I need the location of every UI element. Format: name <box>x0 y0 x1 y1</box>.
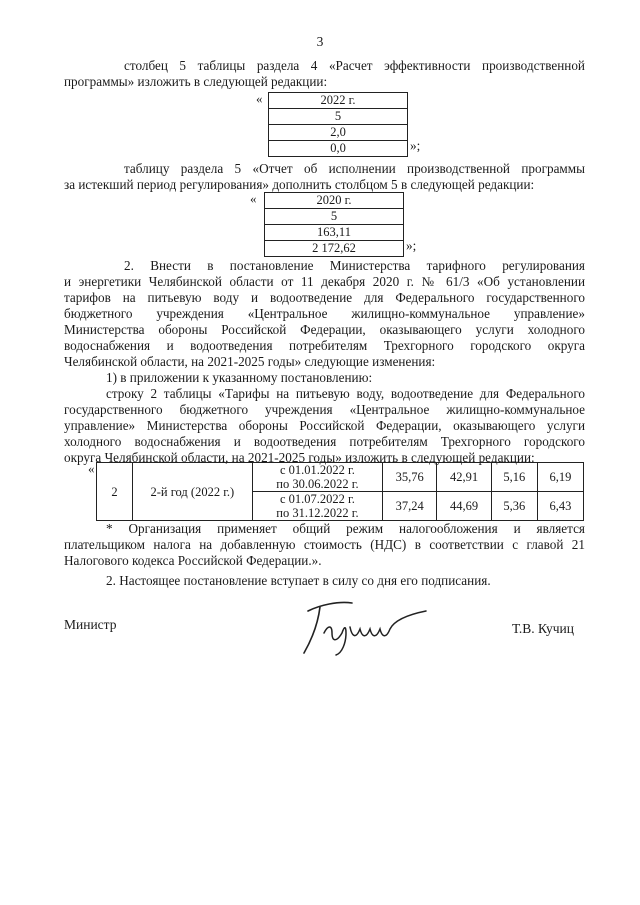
handwritten-signature <box>290 597 440 659</box>
tariff-table-value: 6,19 <box>537 463 583 492</box>
tariff-table-value: 37,24 <box>383 492 437 521</box>
table-2-open-quote: « <box>250 191 257 206</box>
table-1-open-quote: « <box>256 91 263 106</box>
period-end: по 31.12.2022 г. <box>276 506 359 520</box>
tariff-table-value: 35,76 <box>383 463 437 492</box>
table-2-cell-year: 2020 г. <box>265 193 404 209</box>
footnote-line-2: плательщиком налога на добавленную стоимость (НДС) в соответствии с главой 21 <box>64 537 585 552</box>
paragraph-4-line-5: округа Челябинской области, на 2021-2025 годы» изложить в следующей редакции: <box>64 450 535 465</box>
paragraph-1-line-2: программы» изложить в следующей редакции: <box>64 74 328 89</box>
paragraph-1-line-1: столбец 5 таблицы раздела 4 «Расчет эффективности производственной <box>124 58 585 73</box>
tariff-table-value: 6,43 <box>537 492 583 521</box>
table-1-cell-value: 5 <box>269 109 408 125</box>
paragraph-2-line-2: за истекший период регулирования» дополнить столбцом 5 в следующей редакции: <box>64 177 535 192</box>
tariff-table-year: 2-й год (2022 г.) <box>132 463 252 521</box>
table-2-cell-value: 5 <box>265 209 404 225</box>
period-end: по 30.06.2022 г. <box>276 477 359 491</box>
period-start: с 01.07.2022 г. <box>279 492 355 506</box>
tariff-table-period <box>252 463 382 492</box>
table-2-cell-value: 2 172,62 <box>265 241 404 257</box>
footnote-line-1: * Организация применяет общий режим налогообложения и является <box>106 521 585 536</box>
paragraph-3-line-5: Министерства обороны Российской Федерации, оказывающего услуги холодного <box>64 322 585 337</box>
tariff-table-value: 5,16 <box>491 463 537 492</box>
table-1 <box>268 92 408 157</box>
tariff-table-period <box>252 492 382 521</box>
tariff-table <box>96 462 584 521</box>
paragraph-4-line-2: государственного бюджетного учреждения «Центральное жилищно-коммунальное <box>64 402 585 417</box>
closing-paragraph: 2. Настоящее постановление вступает в силу со дня его подписания. <box>106 573 491 588</box>
table-1-close-quote: »; <box>410 138 421 153</box>
paragraph-3-line-4: бюджетного учреждения «Центральное жилищно-коммунальное управление» <box>64 306 585 321</box>
signatory-name: Т.В. Кучиц <box>512 621 575 636</box>
paragraph-4-line-1: строку 2 таблицы «Тарифы на питьевую воду, водоотведение для Федерального <box>106 386 585 401</box>
signatory-role: Министр <box>64 617 117 632</box>
table-row <box>97 463 584 492</box>
table-2 <box>264 192 404 257</box>
paragraph-3-line-3: тарифов на питьевую воду и водоотведение для Федерального государственного <box>64 290 585 305</box>
tariff-table-row-number: 2 <box>97 463 133 521</box>
paragraph-3-line-6: водоснабжения и водоотведения потребителям Трехгорного городского округа <box>64 338 585 353</box>
paragraph-4-line-4: холодного водоснабжения и водоотведения потребителям Трехгорного городского <box>64 434 585 449</box>
list-item-1: 1) в приложении к указанному постановлению: <box>106 370 373 385</box>
tariff-table-value: 42,91 <box>437 463 491 492</box>
paragraph-3-line-2: и энергетики Челябинской области от 11 декабря 2020 г. № 61/3 «Об установлении <box>64 274 585 289</box>
tariff-table-value: 44,69 <box>437 492 491 521</box>
table-3-open-quote: « <box>88 461 95 476</box>
paragraph-4-line-3: управление» Министерства обороны Российской Федерации, оказывающего услуги <box>64 418 585 433</box>
period-start: с 01.01.2022 г. <box>279 463 355 477</box>
page-number: 3 <box>316 34 324 49</box>
table-2-close-quote: »; <box>406 238 417 253</box>
table-1-cell-year: 2022 г. <box>269 93 408 109</box>
table-1-cell-value: 0,0 <box>269 141 408 157</box>
footnote-line-3: Налогового кодекса Российской Федерации.». <box>64 553 322 568</box>
paragraph-2-line-1: таблицу раздела 5 «Отчет об исполнении производственной программы <box>124 161 585 176</box>
paragraph-3-line-7: Челябинской области, на 2021-2025 годы» следующие изменения: <box>64 354 436 369</box>
table-2-cell-value: 163,11 <box>265 225 404 241</box>
paragraph-3-line-1: 2. Внести в постановление Министерства тарифного регулирования <box>124 258 585 273</box>
table-1-cell-value: 2,0 <box>269 125 408 141</box>
tariff-table-value: 5,36 <box>491 492 537 521</box>
